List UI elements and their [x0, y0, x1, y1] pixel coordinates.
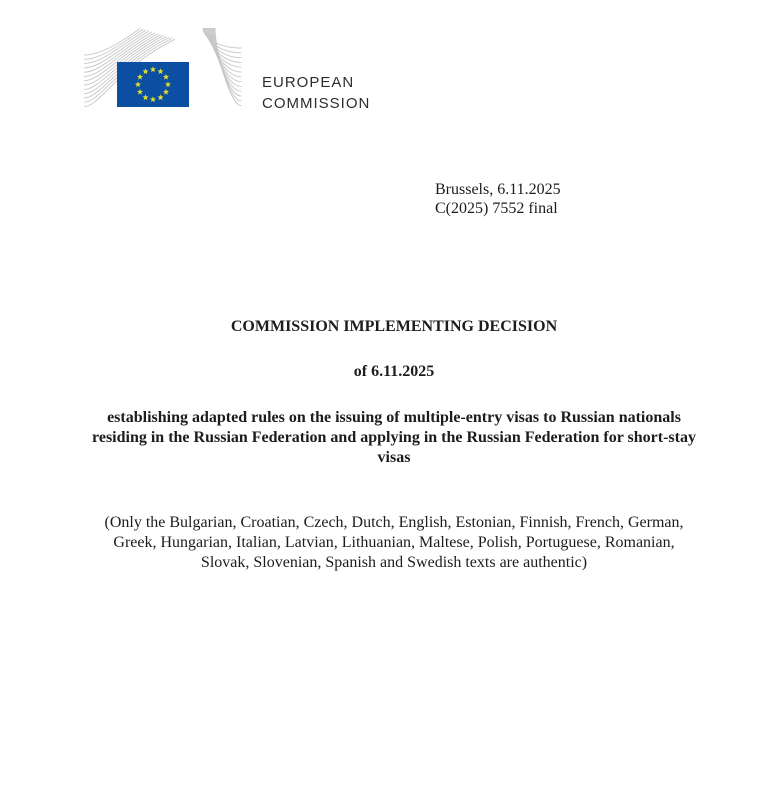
logo-wordmark-line2: COMMISSION	[262, 95, 371, 112]
document-date-line: of 6.11.2025	[353, 363, 435, 380]
subject-line: visas	[377, 449, 411, 466]
subject-line: residing in the Russian Federation and applying in the Russian Federation for short-stay	[92, 429, 696, 446]
european-commission-logo	[84, 28, 246, 114]
authenticity-line: (Only the Bulgarian, Croatian, Czech, Dutch, English, Estonian, Finnish, French, German,	[104, 514, 684, 531]
document-subject	[84, 408, 704, 468]
authenticity-line: Slovak, Slovenian, Spanish and Swedish texts are authentic)	[200, 554, 588, 571]
dateline	[435, 180, 561, 218]
document-title: COMMISSION IMPLEMENTING DECISION	[230, 318, 558, 335]
subject-line: establishing adapted rules on the issuing of multiple-entry visas to Russian nationals	[107, 409, 681, 426]
logo-wordmark	[262, 72, 370, 114]
logo-graphic	[84, 28, 246, 114]
logo-swoosh-right	[203, 28, 241, 106]
place-and-date: Brussels, 6.11.2025	[435, 181, 561, 198]
document-reference: C(2025) 7552 final	[435, 200, 558, 217]
authenticity-line: Greek, Hungarian, Italian, Latvian, Lithuanian, Maltese, Polish, Portuguese, Romanian,	[113, 534, 675, 551]
logo-wordmark-line1: EUROPEAN	[262, 74, 355, 91]
authentic-languages-note	[84, 513, 704, 573]
